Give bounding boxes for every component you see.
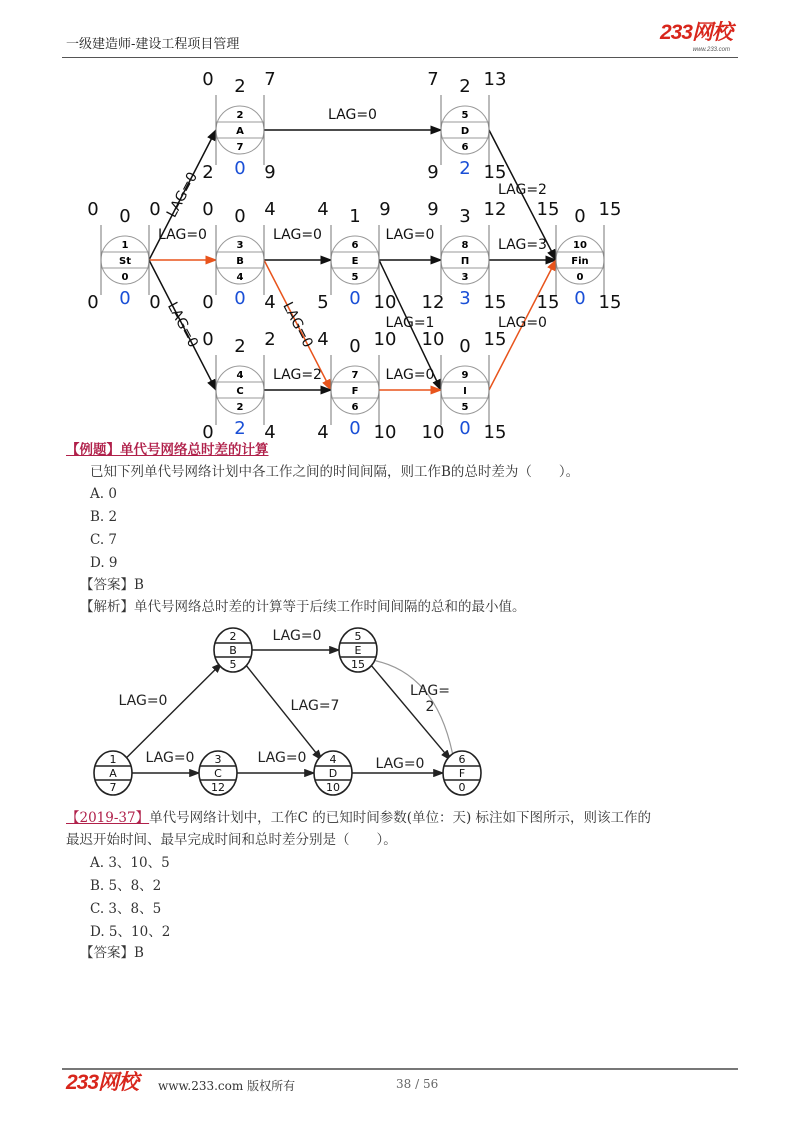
- footer-logo: 233网校: [66, 1071, 139, 1094]
- ef-value: 9: [379, 199, 391, 220]
- es-value: 0: [202, 329, 214, 350]
- lag-label: [119, 693, 168, 709]
- q1-stem: 已知下列单代号网络计划中各工作之间的时间间隔，则工作B的总时差为（ ）。: [90, 464, 580, 480]
- ls-value: 0: [87, 292, 99, 313]
- tf-value: 2: [234, 336, 246, 357]
- tf-value: 1: [349, 206, 361, 227]
- node-name: C: [214, 767, 222, 780]
- network-diagram-1: [0, 70, 800, 440]
- q2-option-b: B. 5、8、2: [90, 878, 162, 894]
- node-number: 4: [236, 370, 244, 381]
- q2-stem-line1: [66, 808, 651, 828]
- node-duration: 2: [236, 402, 244, 413]
- es-value: 10: [421, 329, 445, 350]
- node-F: [317, 329, 396, 440]
- ef-value: 15: [598, 199, 622, 220]
- lf-value: 15: [483, 422, 507, 440]
- lag-label: LAG=0: [163, 169, 202, 221]
- node-D: [427, 70, 506, 183]
- header-divider: [62, 57, 738, 58]
- q1-analysis: 【解析】单代号网络总时差的计算等于后续工作时间间隔的总和的最小值。: [80, 599, 526, 615]
- ls-value: 0: [202, 292, 214, 313]
- ef-value: 0: [149, 199, 161, 220]
- q1-option-b: B. 2: [90, 509, 118, 525]
- ls-value: 12: [421, 292, 445, 313]
- lag-label: LAG=0: [163, 299, 202, 351]
- lag-label: LAG=2: [273, 367, 322, 383]
- es-value: 0: [87, 199, 99, 220]
- q2-option-a: A. 3、10、5: [90, 855, 170, 871]
- node-duration: 5: [351, 272, 359, 283]
- node-number: 4: [329, 753, 337, 766]
- node-name: Fin: [571, 256, 589, 267]
- lf-value: 9: [264, 162, 276, 183]
- lag-label: LAG=0: [158, 227, 207, 243]
- node-duration: 5: [229, 658, 237, 671]
- node-duration: 0: [121, 272, 129, 283]
- tf-value: 0: [459, 336, 471, 357]
- lf-value: 10: [373, 422, 397, 440]
- q1-option-a: A. 0: [90, 486, 117, 502]
- node-A: [202, 70, 275, 183]
- node-name: D: [460, 126, 470, 137]
- node-St: [87, 199, 160, 313]
- node-number: 5: [354, 630, 362, 643]
- q2-stem-text: 单代号网络计划中，工作C 的已知时间参数(单位：天) 标注如下图所示，则该工作的: [149, 810, 652, 826]
- ff-value: 2: [459, 158, 471, 179]
- node-duration: 0: [576, 272, 584, 283]
- footer-site: www.233.com 版权所有: [158, 1079, 296, 1093]
- ef-value: 15: [483, 329, 507, 350]
- ff-value: 0: [234, 158, 246, 179]
- node-name: E: [351, 256, 359, 267]
- node-number: 10: [573, 240, 587, 251]
- lag-label: LAG=1: [385, 315, 435, 331]
- lag-label-line: LAG=0: [257, 750, 307, 766]
- lag-label: [146, 750, 195, 766]
- ef-value: 7: [264, 70, 276, 90]
- ls-value: 9: [427, 162, 439, 183]
- node-duration: 15: [351, 658, 365, 671]
- lag-label-line: LAG=0: [272, 628, 322, 644]
- lf-value: 10: [373, 292, 397, 313]
- edge-A-B: [124, 663, 221, 760]
- node-name: B: [229, 644, 237, 657]
- ls-value: 10: [421, 422, 445, 440]
- lag-label: LAG=3: [498, 237, 547, 253]
- node-name: Π: [460, 256, 470, 267]
- lag-label-line: 2: [425, 699, 435, 715]
- es-value: 15: [536, 199, 560, 220]
- node-number: 9: [461, 370, 469, 381]
- node-duration: 7: [109, 781, 117, 794]
- ls-value: 15: [536, 292, 560, 313]
- q2-option-d: D. 5、10、2: [90, 924, 171, 940]
- node-duration: 6: [461, 142, 469, 153]
- header-title: 一级建造师-建设工程项目管理: [66, 37, 240, 52]
- node-D: [314, 751, 352, 795]
- node-C: [199, 751, 237, 795]
- tf-value: 0: [349, 336, 361, 357]
- ls-value: 0: [202, 422, 214, 440]
- ls-value: 4: [317, 422, 329, 440]
- lag-label: [410, 683, 450, 715]
- node-F: [443, 751, 481, 795]
- q1-answer: 【答案】B: [80, 577, 144, 593]
- ff-value: 2: [234, 418, 246, 439]
- es-value: 4: [317, 329, 329, 350]
- node-duration: 12: [211, 781, 225, 794]
- ff-value: 0: [574, 288, 586, 309]
- node-number: 6: [458, 753, 466, 766]
- ff-value: 0: [459, 418, 471, 439]
- footer-divider: [62, 1068, 738, 1070]
- node-number: 3: [214, 753, 222, 766]
- node-number: 5: [461, 110, 469, 121]
- node-duration: 3: [461, 272, 469, 283]
- lag-label-line: LAG=0: [145, 750, 195, 766]
- node-number: 2: [236, 110, 244, 121]
- lag-label: LAG=0: [328, 107, 377, 123]
- node-B: [214, 628, 252, 672]
- q1-option-d: D. 9: [90, 555, 118, 571]
- header-logo-url: www.233.com: [692, 47, 730, 53]
- page-number: 38 / 56: [396, 1077, 439, 1091]
- ef-value: 4: [264, 199, 276, 220]
- q2-option-c: C. 3、8、5: [90, 901, 162, 917]
- q2-answer: 【答案】B: [80, 945, 144, 961]
- es-value: 7: [427, 70, 439, 90]
- ff-value: 3: [459, 288, 471, 309]
- lf-value: 15: [483, 292, 507, 313]
- node-name: St: [119, 256, 131, 267]
- tf-value: 2: [234, 76, 246, 97]
- node-duration: 7: [236, 142, 244, 153]
- lag-label-line: LAG=0: [118, 693, 168, 709]
- es-value: 0: [202, 199, 214, 220]
- lag-label-line: LAG=: [409, 683, 451, 699]
- node-I: [422, 329, 507, 440]
- lag-label: [376, 756, 425, 772]
- es-value: 9: [427, 199, 439, 220]
- ls-value: 5: [317, 292, 329, 313]
- node-duration: 0: [458, 781, 466, 794]
- node-name: B: [236, 256, 244, 267]
- tf-value: 0: [574, 206, 586, 227]
- lag-label: LAG=0: [385, 227, 435, 243]
- lag-label: LAG=2: [498, 182, 547, 198]
- network-diagram-2: [0, 618, 800, 805]
- lf-value: 15: [598, 292, 622, 313]
- ff-value: 0: [119, 288, 131, 309]
- node-name: F: [351, 386, 359, 397]
- node-number: 2: [229, 630, 237, 643]
- es-value: 0: [202, 70, 214, 90]
- node-name: F: [458, 767, 466, 780]
- node-name: E: [354, 644, 362, 657]
- node-H: [422, 199, 507, 313]
- tf-value: 2: [459, 76, 471, 97]
- node-number: 3: [236, 240, 244, 251]
- lag-label: LAG=0: [385, 367, 435, 383]
- lag-label-line: LAG=0: [375, 756, 425, 772]
- ff-value: 0: [349, 418, 361, 439]
- q2-stem-line2: 最迟开始时间、最早完成时间和总时差分别是（ ）。: [66, 832, 397, 848]
- lag-label: [273, 628, 322, 644]
- lag-label-line: LAG=7: [290, 698, 340, 714]
- ef-value: 2: [264, 329, 276, 350]
- node-name: C: [236, 386, 244, 397]
- node-E: [317, 199, 396, 313]
- header-logo: 233网校: [659, 21, 732, 44]
- node-number: 8: [461, 240, 469, 251]
- node-duration: 10: [326, 781, 340, 794]
- ff-value: 0: [349, 288, 361, 309]
- node-name: A: [109, 767, 117, 780]
- lf-value: 0: [149, 292, 161, 313]
- tf-value: 3: [459, 206, 471, 227]
- lag-label: [258, 750, 307, 766]
- tf-value: 0: [119, 206, 131, 227]
- node-A: [94, 751, 132, 795]
- ls-value: 2: [202, 162, 214, 183]
- ef-value: 13: [483, 70, 507, 90]
- lag-label: LAG=0: [279, 299, 316, 351]
- lf-value: 4: [264, 292, 276, 313]
- node-B: [202, 199, 275, 313]
- node-number: 1: [121, 240, 129, 251]
- node-number: 7: [351, 370, 359, 381]
- node-number: 6: [351, 240, 359, 251]
- node-E: [339, 628, 377, 672]
- q2-tag: 【2019-37】: [66, 810, 150, 826]
- node-name: D: [328, 767, 338, 780]
- lag-label: LAG=0: [273, 227, 322, 243]
- node-number: 1: [109, 753, 117, 766]
- tf-value: 0: [234, 206, 246, 227]
- node-duration: 6: [351, 402, 359, 413]
- lf-value: 4: [264, 422, 276, 440]
- node-duration: 5: [461, 402, 469, 413]
- node-name: I: [463, 386, 467, 397]
- ef-value: 12: [483, 199, 507, 220]
- q1-heading: 【例题】单代号网络总时差的计算: [66, 442, 269, 458]
- es-value: 4: [317, 199, 329, 220]
- q1-option-c: C. 7: [90, 532, 118, 548]
- lag-label: LAG=0: [498, 315, 547, 331]
- node-duration: 4: [236, 272, 244, 283]
- lf-value: 15: [483, 162, 507, 183]
- node-Fin: [537, 199, 622, 313]
- lag-label: [291, 698, 340, 714]
- ff-value: 0: [234, 288, 246, 309]
- ef-value: 10: [373, 329, 397, 350]
- node-name: A: [236, 126, 244, 137]
